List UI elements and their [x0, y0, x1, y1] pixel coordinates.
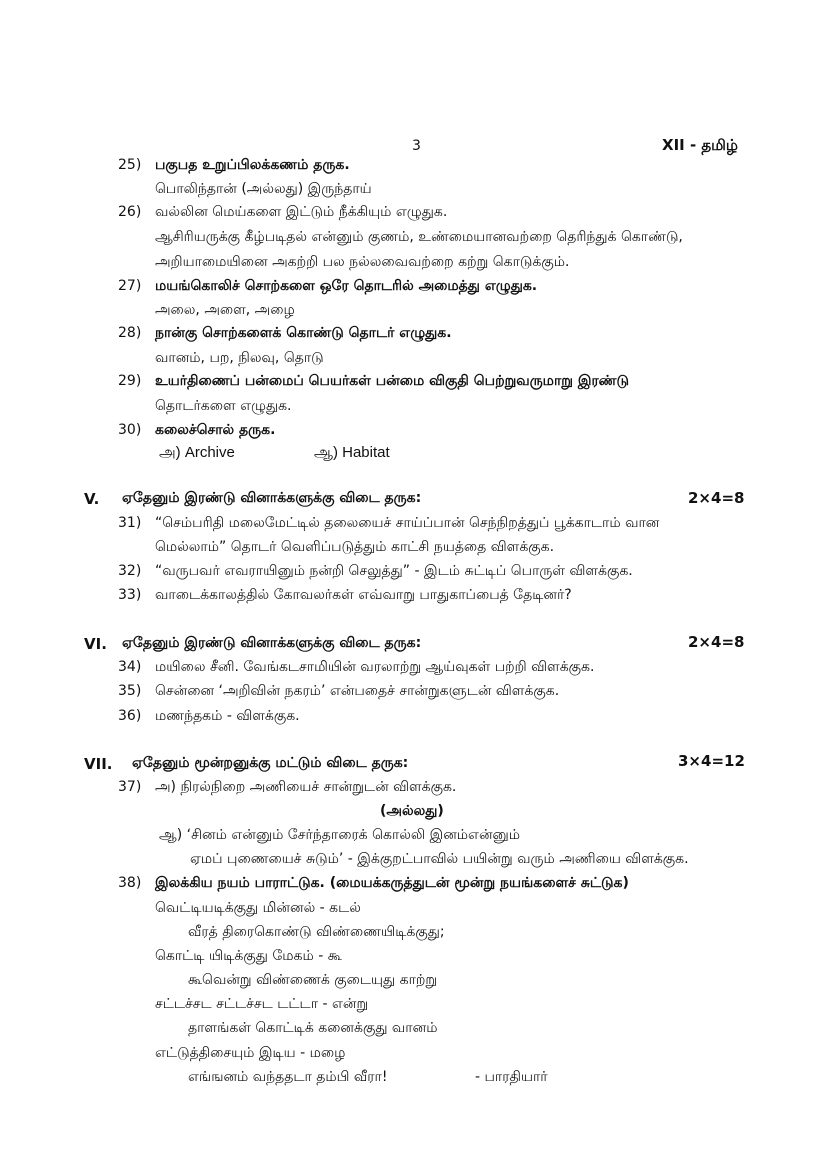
option-b: ஆ) Habitat	[314, 444, 390, 461]
question-subtext: அலை, அளை, அழை	[155, 302, 295, 318]
question-text: வல்லின மெய்களை இட்டும் நீக்கியும் எழுதுக.	[155, 204, 448, 220]
question-number: 35)	[118, 683, 142, 699]
question-text: நான்கு சொற்களைக் கொண்டு தொடர் எழுதுக.	[155, 325, 452, 341]
question-text: “வருபவர் எவராயினும் நன்றி செலுத்து” - இடம் சுட்டிப் பொருள் விளக்குக.	[155, 563, 633, 579]
page-number: 3	[412, 138, 421, 154]
or-separator: (அல்லது)	[380, 803, 444, 819]
question-subtext: மெல்லாம்” தொடர் வெளிப்படுத்தும் காட்சி நயத்தை விளக்குக.	[155, 539, 555, 555]
section-marks: 2×4=8	[688, 489, 745, 507]
section-roman: VII.	[84, 755, 113, 773]
question-text: மணந்தகம் - விளக்குக.	[155, 708, 300, 724]
question-text: உயர்திணைப் பன்மைப் பெயர்கள் பன்மை விகுதி பெற்றுவருமாறு இரண்டு	[155, 373, 629, 389]
poem-line: தாளங்கள் கொட்டிக் கனைக்குது வானம்	[188, 1020, 438, 1036]
poem-line: வீரத் திரைகொண்டு விண்ணையிடிக்குது;	[188, 924, 445, 940]
question-number: 26)	[118, 204, 142, 220]
question-text: சென்னை ‘அறிவின் நகரம்’ என்பதைச் சான்றுகளுடன் விளக்குக.	[155, 683, 560, 699]
section-title: ஏதேனும் மூன்றனுக்கு மட்டும் விடை தருக:	[132, 755, 409, 771]
section-marks: 3×4=12	[678, 752, 745, 770]
question-text: பகுபத உறுப்பிலக்கணம் தருக.	[155, 157, 350, 173]
subject-header: XII - தமிழ்	[662, 136, 739, 154]
question-text: வாடைக்காலத்தில் கோவலர்கள் எவ்வாறு பாதுகாப்பைத் தேடினர்?	[155, 587, 572, 603]
question-number: 30)	[118, 422, 142, 438]
question-text: “செம்பரிதி மலைமேட்டில் தலையைச் சாய்ப்பான் செந்நிறத்துப் பூக்காடாம் வான	[155, 515, 660, 531]
section-roman: VI.	[84, 635, 107, 653]
question-subtext: ஆசிரியருக்கு கீழ்படிதல் என்னும் குணம், உண்மையானவற்றை தெரிந்துக் கொண்டு,	[155, 229, 683, 245]
question-text: கலைச்சொல் தருக.	[155, 422, 276, 438]
poem-line: கொட்டி யிடிக்குது மேகம் - கூ	[155, 948, 342, 964]
question-option-b-line2: ஏமப் புணையைச் சுடும்’ - இக்குறட்பாவில் பயின்று வரும் அணியை விளக்குக.	[190, 851, 689, 867]
question-text: மயங்கொலிச் சொற்களை ஒரே தொடரில் அமைத்து எழுதுக.	[155, 278, 538, 294]
section-roman: V.	[84, 490, 100, 508]
question-number: 31)	[118, 515, 142, 531]
question-number: 32)	[118, 563, 142, 579]
question-subtext: தொடர்களை எழுதுக.	[155, 398, 292, 414]
poem-line: சட்டச்சட சட்டச்சட டட்டா - என்று	[155, 996, 369, 1012]
question-number: 29)	[118, 373, 142, 389]
poem-line: எட்டுத்திசையும் இடிய - மழை	[155, 1045, 346, 1061]
poem-line: வெட்டியடிக்குது மின்னல் - கடல்	[155, 900, 361, 916]
question-text: மயிலை சீனி. வேங்கடசாமியின் வரலாற்று ஆய்வுகள் பற்றி விளக்குக.	[155, 659, 595, 675]
poem-line: எங்ஙனம் வந்ததடா தம்பி வீரா!	[188, 1069, 388, 1085]
poem-author: - பாரதியார்	[475, 1069, 548, 1085]
section-marks: 2×4=8	[688, 633, 745, 651]
question-subtext: பொலிந்தான் (அல்லது) இருந்தாய்	[155, 181, 372, 197]
section-title: ஏதேனும் இரண்டு வினாக்களுக்கு விடை தருக:	[122, 490, 422, 506]
question-number: 28)	[118, 325, 142, 341]
question-number: 34)	[118, 659, 142, 675]
question-option-b: ஆ) ‘சினம் என்னும் சேர்ந்தாரைக் கொல்லி இனம்என்னும்	[159, 827, 521, 843]
question-number: 25)	[118, 157, 142, 173]
question-subtext: அறியாமையினை அகற்றி பல நல்லவைவற்றை கற்று கொடுக்கும்.	[155, 254, 570, 270]
question-number: 37)	[118, 779, 142, 795]
section-title: ஏதேனும் இரண்டு வினாக்களுக்கு விடை தருக:	[122, 635, 422, 651]
question-number: 27)	[118, 278, 142, 294]
poem-line: கூவென்று விண்ணைக் குடையுது காற்று	[188, 972, 438, 988]
question-number: 36)	[118, 708, 142, 724]
question-text: இலக்கிய நயம் பாராட்டுக. (மையக்கருத்துடன் மூன்று நயங்களைச் சுட்டுக)	[155, 875, 629, 891]
question-number: 33)	[118, 587, 142, 603]
option-a: அ) Archive	[159, 444, 235, 461]
question-number: 38)	[118, 875, 142, 891]
question-subtext: வானம், பற, நிலவு, தொடு	[155, 350, 324, 366]
question-option-a: அ) நிரல்நிறை அணியைச் சான்றுடன் விளக்குக.	[155, 779, 457, 795]
